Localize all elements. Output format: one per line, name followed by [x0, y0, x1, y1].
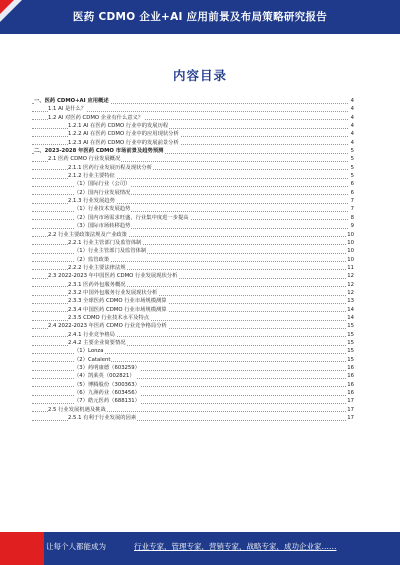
toc-entry[interactable]	[32, 247, 354, 255]
toc-entry-text: 1.2 AI 对医药 CDMO 企业有什么意义？	[48, 114, 144, 121]
toc-entry-text: 2.3.1 医药外包服务概况	[68, 281, 126, 288]
toc-entry-text: 1.2.1 AI 在医药 CDMO 行业中的发展历程	[68, 123, 169, 130]
toc-entry[interactable]	[32, 331, 354, 339]
toc-entry-text: 2.1.3 行业发展趋势	[68, 198, 115, 205]
toc-entry-page: 15	[347, 348, 354, 355]
toc-entry-text: 2.5.1 有利于行业发展的因素	[68, 415, 137, 422]
toc-entry-page: 6	[350, 189, 354, 196]
toc-entry-text: 2.2 行业主要政策法规及产业政策	[48, 231, 127, 238]
toc-entry-text: （1）国际行业（公司）	[74, 181, 131, 188]
toc-entry-text: （3）国际市场转移趋势	[74, 223, 131, 230]
toc-entry-text: 2.3 2022-2023 年中国医药 CDMO 行业发展现状分析	[48, 273, 178, 280]
toc-entry-page: 17	[347, 415, 354, 422]
toc-heading: 内容目录	[172, 68, 227, 83]
page-header	[0, 0, 400, 34]
toc-entry[interactable]	[32, 256, 354, 264]
toc-entry-page: 17	[347, 406, 354, 413]
toc-entry[interactable]	[32, 264, 354, 272]
toc-entry-text: （4）凯莱英（002821）	[74, 373, 135, 380]
toc-entry[interactable]	[32, 147, 354, 155]
toc-entry[interactable]	[32, 97, 354, 105]
toc-entry[interactable]	[32, 164, 354, 172]
toc-entry-text: 2.2.2 行业主要法律法规	[68, 264, 126, 271]
toc-entry[interactable]	[32, 231, 354, 239]
toc-entry-text: 2.4 2022-2023 年医药 CDMO 行业竞争格局分析	[48, 323, 167, 330]
toc-entry[interactable]	[32, 364, 354, 372]
toc-entry-text: （2）国内行业发展情况	[74, 189, 131, 196]
toc-entry-page: 14	[347, 306, 354, 313]
toc-entry-text: （1）行业主管部门及监管体制	[74, 248, 147, 255]
toc-entry[interactable]	[32, 322, 354, 330]
toc-entry-text: 2.1.1 医药行业发展历程及现状分析	[68, 164, 153, 171]
toc-entry-text: 二、2023-2028 年医药 CDMO 市场前景及趋势预测	[34, 148, 164, 155]
toc-entry[interactable]	[32, 122, 354, 130]
toc-entry-text: 2.3.4 中国医药 CDMO 行业市场规模测算	[68, 306, 167, 313]
toc-entry-text: （7）皓元医药（688131）	[74, 398, 140, 405]
toc-entry[interactable]	[32, 139, 354, 147]
toc-entry[interactable]	[32, 306, 354, 314]
toc-entry-page: 15	[347, 339, 354, 346]
toc-entry[interactable]	[32, 239, 354, 247]
toc-entry-page: 4	[350, 106, 354, 113]
toc-entry-text: （6）九洲药业（603456）	[74, 390, 140, 397]
toc-entry-page: 16	[347, 365, 354, 371]
toc-entry[interactable]	[32, 397, 354, 405]
toc-entry-text: 2.2.1 行业主管部门及监管体制	[68, 239, 142, 246]
toc-entry-page: 16	[347, 381, 354, 388]
toc-entry-page: 4	[350, 114, 354, 121]
toc-entry-text: 2.3.5 CDMO 行业技术水平及特点	[68, 314, 150, 321]
toc-entry-page: 4	[350, 98, 354, 104]
toc-entry[interactable]	[32, 406, 354, 414]
table-of-contents	[32, 97, 354, 422]
toc-entry-page: 12	[347, 289, 354, 296]
toc-entry[interactable]	[32, 214, 354, 222]
toc-entry-page: 5	[350, 156, 354, 163]
footer-accent-bar	[0, 532, 44, 565]
toc-entry-text: 2.3.2 中国外包服务行业发展现状分析	[68, 289, 158, 296]
toc-entry-page: 12	[347, 281, 354, 288]
toc-entry-page: 4	[350, 123, 354, 130]
toc-entry-text: 2.4.2 主要企业简要情况	[68, 339, 126, 346]
toc-entry-page: 17	[347, 398, 354, 405]
toc-entry[interactable]	[32, 272, 354, 280]
toc-entry-page: 16	[347, 390, 354, 397]
toc-entry-text: 2.5 行业发展机遇及挑战	[48, 406, 106, 413]
toc-entry[interactable]	[32, 281, 354, 289]
toc-entry-page: 14	[347, 314, 354, 321]
toc-entry-page: 8	[350, 214, 354, 221]
toc-entry-text: 2.1 医药 CDMO 行业发展概况	[48, 156, 121, 163]
toc-entry-page: 5	[350, 148, 354, 155]
toc-entry-page: 15	[347, 323, 354, 330]
toc-entry[interactable]	[32, 172, 354, 180]
toc-entry-text: （1）行业技术发展趋势	[74, 206, 131, 213]
toc-entry[interactable]	[32, 372, 354, 380]
page-footer	[0, 532, 400, 565]
toc-entry[interactable]	[32, 105, 354, 113]
footer-slogan-left: 让每个人都能成为	[46, 542, 106, 551]
toc-entry[interactable]	[32, 205, 354, 213]
toc-entry-text: 2.3.3 全球医药 CDMO 行业市场规模测算	[68, 298, 167, 305]
toc-entry-text: （5）博腾股份（300363）	[74, 381, 140, 388]
toc-entry-page: 12	[347, 273, 354, 280]
toc-entry-page: 7	[350, 206, 354, 213]
toc-entry-page: 6	[350, 181, 354, 188]
toc-entry-text: （2）监管政策	[74, 256, 110, 263]
toc-entry-page: 10	[347, 239, 354, 246]
toc-entry[interactable]	[32, 381, 354, 389]
toc-entry-text: 2.4.1 行业竞争格局	[68, 331, 115, 338]
toc-entry-page: 5	[350, 173, 354, 180]
toc-entry[interactable]	[32, 189, 354, 197]
toc-entry-page: 5	[350, 164, 354, 171]
toc-entry-page: 10	[347, 256, 354, 263]
toc-entry-text: 1.1 AI 是什么？	[48, 106, 87, 113]
toc-entry-page: 7	[350, 198, 354, 205]
toc-entry-text: （3）药明康德（603259）	[74, 365, 140, 371]
toc-entry[interactable]	[32, 297, 354, 305]
toc-entry[interactable]	[32, 389, 354, 397]
report-title: 医药 CDMO 企业+AI 应用前景及布局策略研究报告	[72, 11, 328, 23]
toc-entry[interactable]	[32, 356, 354, 364]
toc-entry-text: 1.2.2 AI 在医药 CDMO 行业中的应用现状分析	[68, 131, 179, 138]
toc-entry-text: 1.2.3 AI 在医药 CDMO 行业中的发展前景分析	[68, 139, 179, 146]
toc-entry[interactable]	[32, 339, 354, 347]
toc-entry-page: 4	[350, 139, 354, 146]
toc-entry-text: 一、医药 CDMO+AI 应用概述	[34, 98, 109, 104]
toc-entry-text: （2）Catalent	[74, 356, 111, 363]
toc-entry[interactable]	[32, 180, 354, 188]
toc-entry[interactable]	[32, 347, 354, 355]
footer-slogan-right: 行业专家，管理专家，营销专家，战略专家，成功企业家……	[134, 542, 337, 551]
toc-entry[interactable]	[32, 155, 354, 163]
toc-entry[interactable]	[32, 414, 354, 422]
toc-entry-page: 11	[347, 264, 354, 271]
toc-entry[interactable]	[32, 289, 354, 297]
toc-entry-page: 15	[347, 356, 354, 363]
toc-entry-page: 13	[347, 298, 354, 305]
toc-entry-text: 2.1.2 行业主要特征	[68, 173, 115, 180]
toc-entry[interactable]	[32, 130, 354, 138]
toc-entry[interactable]	[32, 197, 354, 205]
toc-entry[interactable]	[32, 314, 354, 322]
toc-entry-page: 10	[347, 248, 354, 255]
toc-entry[interactable]	[32, 222, 354, 230]
toc-entry-text: （2）国内市场需求旺盛，行业集中度进一步提高	[74, 214, 189, 221]
toc-entry-page: 4	[350, 131, 354, 138]
toc-entry-page: 15	[347, 331, 354, 338]
toc-entry-page: 10	[347, 231, 354, 238]
toc-entry-page: 16	[347, 373, 354, 380]
toc-entry-page: 9	[350, 223, 354, 230]
toc-entry[interactable]	[32, 114, 354, 122]
toc-entry-text: （1）Lonza	[74, 348, 104, 355]
